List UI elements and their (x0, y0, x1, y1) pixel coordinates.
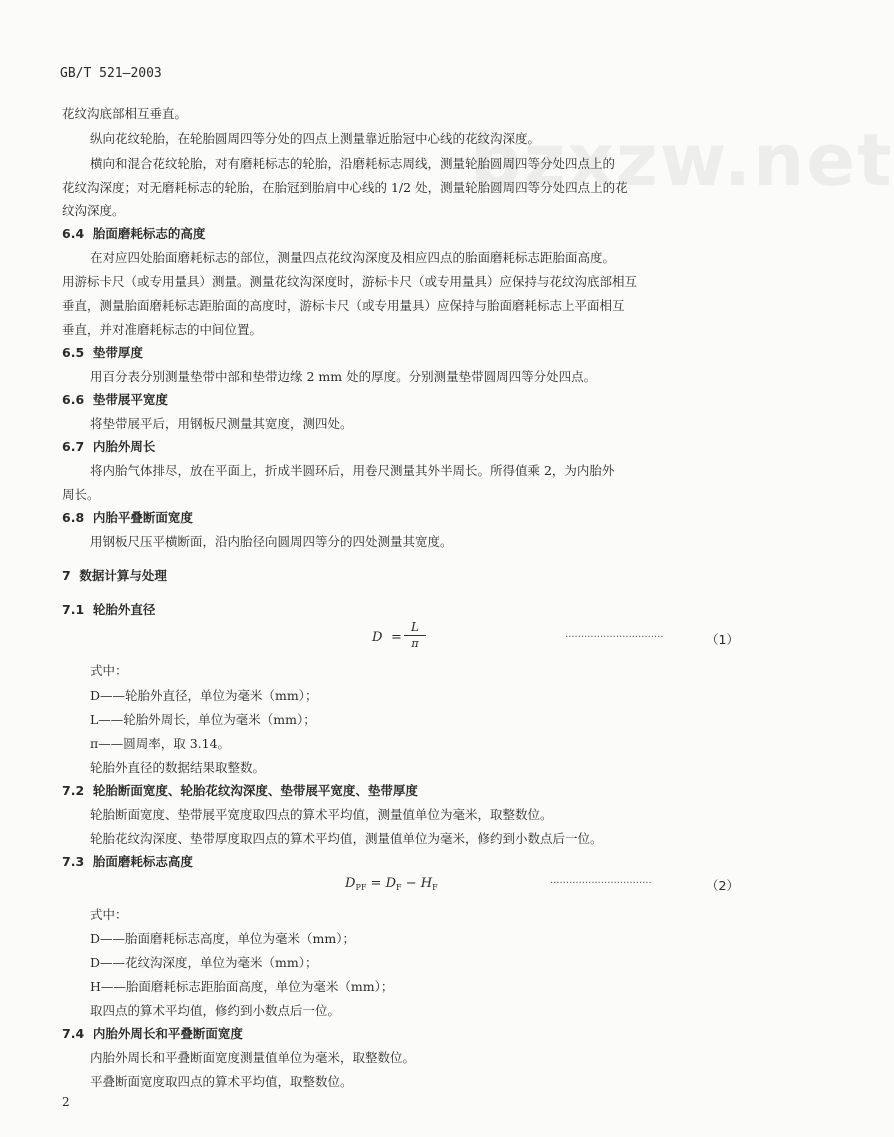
paragraph-line: 轮胎断面宽度、垫带展平宽度取四点的算术平均值，测量值单位为毫米，取整数位。 (90, 807, 553, 822)
paragraph-line: 用钢板尺压平横断面，沿内胎径向圆周四等分的四处测量其宽度。 (90, 534, 453, 549)
section-number: 7.4 (62, 1026, 85, 1041)
section-title: 内胎外周长和平叠断面宽度 (92, 1026, 243, 1041)
section-title: 垫带厚度 (92, 345, 143, 360)
section-title: 胎面磨耗标志高度 (92, 854, 193, 869)
paragraph-line: 用百分表分别测量垫带中部和垫带边缘 2 mm 处的厚度。分别测量垫带圆周四等分处四点。 (90, 369, 597, 384)
section-number: 6.7 (62, 439, 85, 454)
watermark: bzxzw.net (470, 118, 894, 202)
note-line: 取四点的算术平均值，修约到小数点后一位。 (90, 1003, 341, 1018)
section-title: 垫带展平宽度 (92, 392, 168, 407)
section-number: 7.3 (62, 854, 85, 869)
leader-dots: ································ (550, 878, 652, 889)
section-number: 7.2 (62, 783, 85, 798)
paragraph-line: 垂直，测量胎面磨耗标志距胎面的高度时，游标卡尺（或专用量具）应保持与胎面磨耗标志上平面相互 (62, 298, 625, 313)
equation-number: （2） (706, 878, 739, 893)
formula-equals: = (391, 630, 402, 645)
paragraph-line: 周长。 (62, 487, 100, 502)
section-heading-6-6 (62, 390, 168, 408)
section-number: 7.1 (62, 602, 85, 617)
definition-line: H——胎面磨耗标志距胎面高度，单位为毫米（mm）； (90, 979, 394, 994)
leader-dots: ······························· (565, 632, 664, 643)
formula-minus: − (405, 876, 417, 891)
definition-line: D——花纹沟深度，单位为毫米（mm）； (90, 955, 318, 970)
where-label: 式中： (90, 663, 128, 678)
formula-fraction (404, 620, 426, 650)
section-title: 胎面磨耗标志的高度 (92, 226, 206, 241)
section-number: 6.4 (62, 226, 85, 241)
section-title: 轮胎外直径 (92, 602, 156, 617)
paragraph-line: 将内胎气体排尽，放在平面上，折成半圆环后，用卷尺测量其外半周长。所得值乘 2，为内胎外 (90, 463, 615, 478)
section-heading-6-8 (62, 508, 193, 526)
text-line: 横向和混合花纹轮胎，对有磨耗标志的轮胎，沿磨耗标志周线，测量轮胎圆周四等分处四点上的 (90, 156, 616, 171)
section-heading-7-4 (62, 1024, 243, 1042)
section-heading-7-2 (62, 781, 418, 799)
formula-symbol: D (385, 876, 396, 891)
section-number: 7 (62, 568, 71, 583)
text-line: 纵向花纹轮胎，在轮胎圆周四等分处的四点上测量靠近胎冠中心线的花纹沟深度。 (90, 131, 541, 146)
formula-symbol: D (345, 876, 356, 891)
formula-subscript: F (432, 883, 438, 892)
section-heading-6-5 (62, 343, 143, 361)
chapter-heading-7 (62, 566, 167, 584)
formula-lhs: D (372, 630, 383, 645)
text-line: 花纹沟底部相互垂直。 (62, 106, 188, 121)
section-heading-7-3 (62, 852, 193, 870)
definition-line: D——胎面磨耗标志高度，单位为毫米（mm）； (90, 931, 355, 946)
text-line: 花纹沟深度；对无磨耗标志的轮胎，在胎冠到胎肩中心线的 1/2 处，测量轮胎圆周四等分处四点上的花 (62, 180, 628, 195)
fraction-numerator: L (411, 620, 419, 634)
paragraph-line: 用游标卡尺（或专用量具）测量。测量花纹沟深度时，游标卡尺（或专用量具）应保持与花纹沟底部相互 (62, 274, 638, 289)
section-number: 6.5 (62, 345, 85, 360)
paragraph-line: 轮胎花纹沟深度、垫带厚度取四点的算术平均值，测量值单位为毫米，修约到小数点后一位。 (90, 831, 603, 846)
section-heading-6-7 (62, 437, 155, 455)
section-title: 内胎外周长 (92, 439, 156, 454)
definition-line: π——圆周率，取 3.14。 (90, 736, 231, 751)
where-label: 式中： (90, 907, 128, 922)
section-heading-6-4 (62, 224, 205, 242)
section-title: 轮胎断面宽度、轮胎花纹沟深度、垫带展平宽度、垫带厚度 (92, 783, 418, 798)
formula-subscript: PF (355, 883, 367, 892)
formula-equals: = (370, 876, 382, 891)
section-number: 6.6 (62, 392, 85, 407)
section-number: 6.8 (62, 510, 85, 525)
note-line: 轮胎外直径的数据结果取整数。 (90, 760, 266, 775)
definition-line: D——轮胎外直径，单位为毫米（mm）； (90, 688, 318, 703)
section-title: 内胎平叠断面宽度 (92, 510, 193, 525)
definition-line: L——轮胎外周长，单位为毫米（mm）； (90, 712, 316, 727)
paragraph-line: 将垫带展平后，用钢板尺测量其宽度，测四处。 (90, 416, 353, 431)
fraction-denominator: π (411, 637, 419, 650)
equation-number: （1） (706, 632, 739, 647)
paragraph-line: 垂直，并对准磨耗标志的中间位置。 (62, 322, 263, 337)
section-heading-7-1 (62, 600, 155, 618)
paragraph-line: 平叠断面宽度取四点的算术平均值，取整数位。 (90, 1074, 353, 1089)
formula-symbol: H (420, 876, 433, 891)
page-number: 2 (62, 1095, 70, 1109)
formula-subscript: F (396, 883, 402, 892)
paragraph-line: 在对应四处胎面磨耗标志的部位，测量四点花纹沟深度及相应四点的胎面磨耗标志距胎面高度。 (90, 250, 616, 265)
standard-header: GB/T 521—2003 (60, 66, 162, 81)
fraction-bar (404, 635, 426, 636)
text-line: 纹沟深度。 (62, 203, 125, 218)
formula-2 (345, 876, 438, 892)
section-title: 数据计算与处理 (79, 568, 167, 583)
paragraph-line: 内胎外周长和平叠断面宽度测量值单位为毫米，取整数位。 (90, 1050, 416, 1065)
